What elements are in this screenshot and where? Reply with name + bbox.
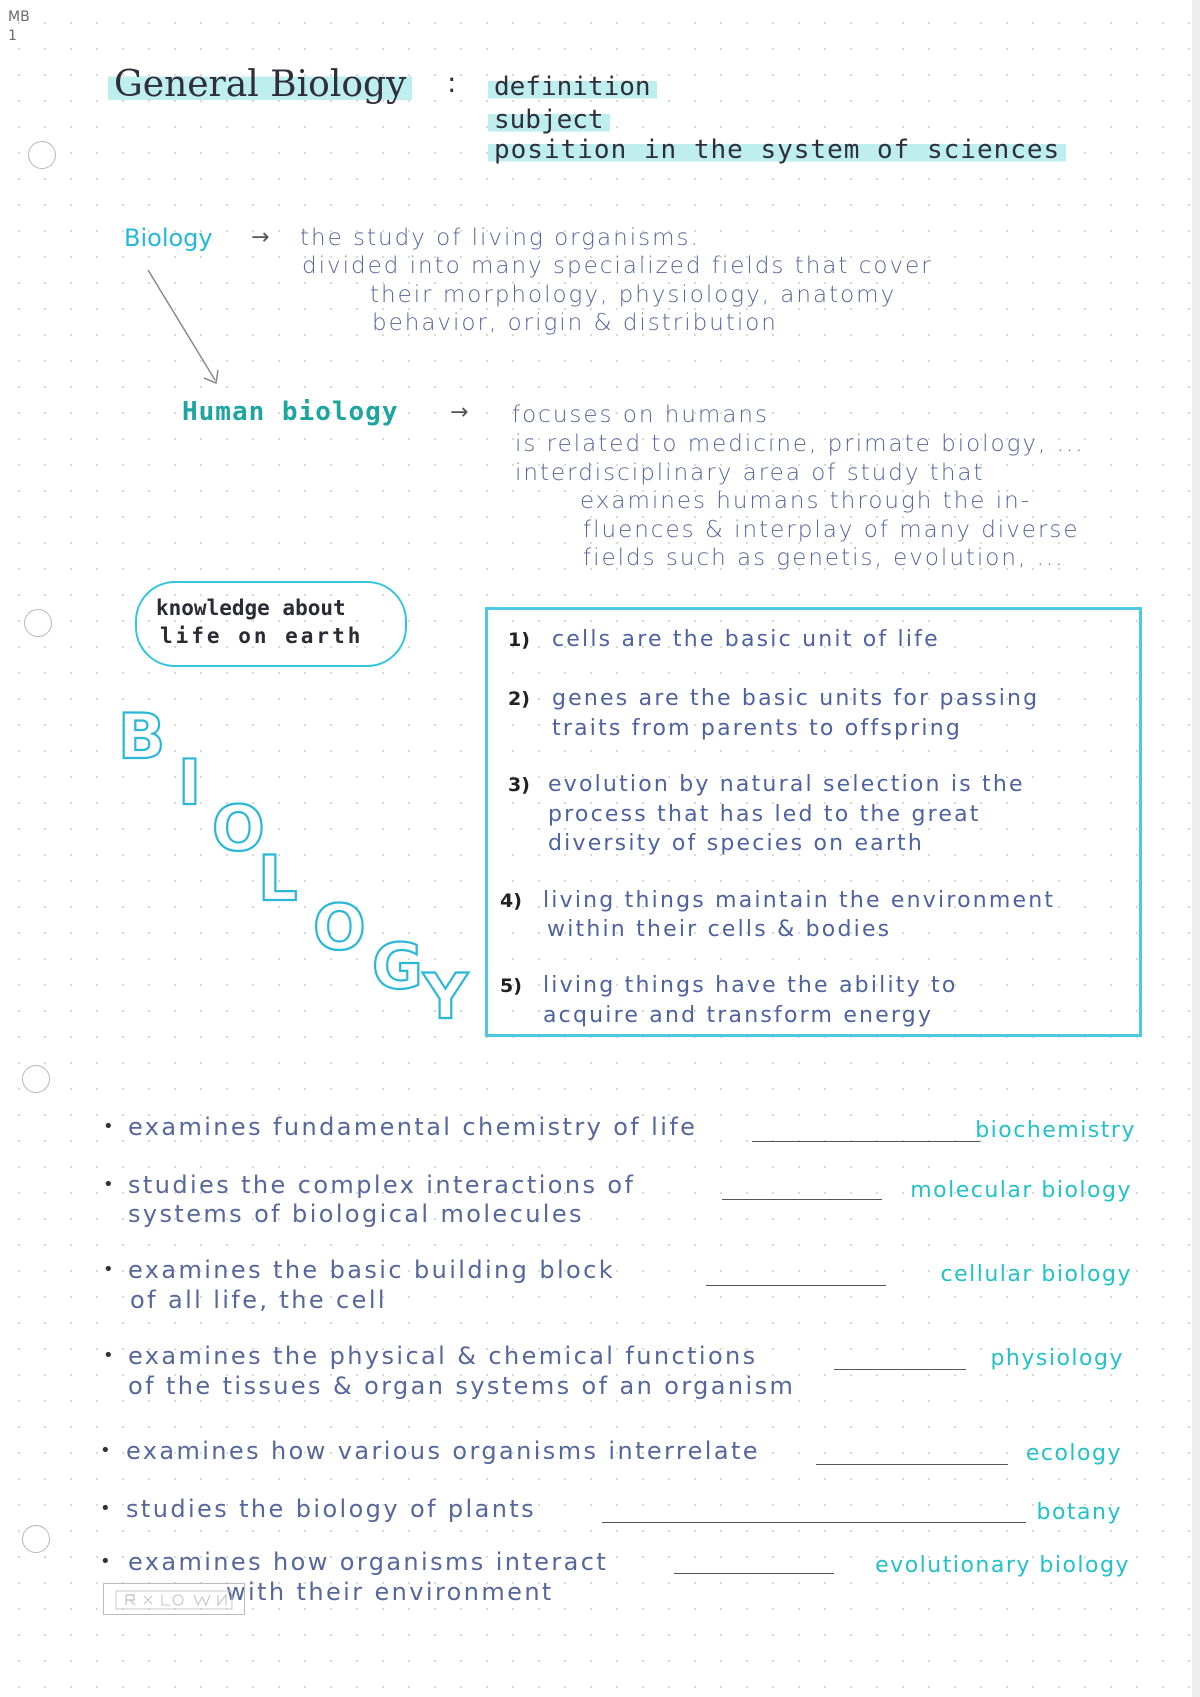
bullet-6-rule: [602, 1522, 1026, 1523]
bullet-1-line-1: examines fundamental chemistry of life: [128, 1113, 698, 1141]
page-edge: [1192, 0, 1200, 1697]
fact-1-number: 1): [508, 629, 530, 651]
bullet-7-answer: evolutionary biology: [875, 1553, 1130, 1578]
bullet-7-line-2: with their environment: [226, 1578, 554, 1606]
fact-2-line-2: traits from parents to offspring: [552, 716, 963, 741]
bubble-letter-g: G: [372, 930, 423, 1003]
bubble-letter-i: I: [178, 746, 202, 819]
link-arrow-icon: [140, 262, 240, 397]
page-title: General Biology: [108, 64, 412, 105]
bullet-6-line-1: studies the biology of plants: [126, 1495, 537, 1523]
human-biology-def-line-4: examines humans through the in-: [580, 488, 1032, 514]
human-biology-def-line-6: fields such as genetis, evolution, ...: [583, 545, 1065, 571]
bullet-6-answer: botany: [1036, 1500, 1122, 1525]
bullet-1-answer: biochemistry: [975, 1118, 1136, 1143]
bullet-1-rule: [752, 1141, 980, 1142]
binder-hole-1: [28, 141, 56, 169]
bubble-letter-b: B: [118, 700, 166, 773]
bubble-letter-o1: O: [212, 792, 265, 865]
fact-3-line-1: evolution by natural selection is the: [548, 772, 1025, 797]
title-item-subject: subject: [488, 105, 610, 135]
bullet-2-answer: molecular biology: [910, 1178, 1132, 1203]
bullet-6-dot: •: [100, 1498, 111, 1519]
fact-5-line-1: living things have the ability to: [543, 973, 958, 998]
bullet-3-dot: •: [103, 1259, 114, 1280]
bullet-7-rule: [674, 1573, 834, 1574]
human-biology-def-line-2: is related to medicine, primate biology, ...: [515, 431, 1085, 457]
fact-3-line-3: diversity of species on earth: [548, 831, 925, 856]
bullet-3-answer: cellular biology: [940, 1262, 1132, 1287]
watermark-stamp: [103, 1583, 245, 1615]
title-item-position: position in the system of sciences: [488, 135, 1066, 165]
fact-4-line-2: within their cells & bodies: [547, 917, 892, 942]
human-biology-def-line-1: focuses on humans: [512, 402, 769, 428]
binder-hole-3: [22, 1065, 50, 1093]
cloud-line-2: life on earth: [160, 624, 364, 648]
bullet-4-line-1: examines the physical & chemical functions: [128, 1342, 758, 1370]
bubble-letter-l: L: [258, 842, 298, 915]
bubble-letter-o2: O: [313, 891, 366, 964]
biology-def-line-3: their morphology, physiology, anatomy: [370, 282, 897, 308]
fact-1-line-1: cells are the basic unit of life: [552, 627, 940, 652]
biology-def-line-1: the study of living organisms.: [300, 225, 700, 251]
cloud-line-1: knowledge about: [156, 596, 346, 620]
human-biology-def-line-3: interdisciplinary area of study that: [515, 460, 985, 486]
bullet-2-rule: [722, 1199, 882, 1200]
bullet-2-line-1: studies the complex interactions of: [128, 1171, 636, 1199]
fact-5-line-2: acquire and transform energy: [543, 1003, 934, 1028]
fact-4-number: 4): [500, 890, 522, 912]
fact-5-number: 5): [500, 975, 522, 997]
binder-hole-4: [22, 1525, 50, 1553]
title-item-definition: definition: [488, 72, 657, 102]
watermark-logo-icon: [114, 1588, 234, 1612]
bullet-4-rule: [834, 1369, 966, 1370]
fact-3-number: 3): [508, 774, 530, 796]
biology-arrow: →: [251, 225, 270, 250]
fact-2-number: 2): [508, 688, 530, 710]
bullet-4-answer: physiology: [990, 1346, 1124, 1371]
bullet-5-dot: •: [100, 1440, 111, 1461]
corner-marks: [8, 8, 30, 46]
binder-hole-2: [24, 609, 52, 637]
bullet-3-line-1: examines the basic building block: [128, 1256, 616, 1284]
biology-def-line-4: behavior, origin & distribution: [372, 310, 778, 336]
human-biology-term: Human biology: [182, 397, 399, 427]
fact-4-line-1: living things maintain the environment: [543, 888, 1056, 913]
bullet-3-line-2: of all life, the cell: [130, 1286, 387, 1314]
bullet-5-answer: ecology: [1025, 1441, 1122, 1466]
corner-mark-1: MB: [8, 9, 30, 25]
biology-def-line-2: divided into many specialized fields that cover: [302, 253, 933, 279]
bullet-2-line-2: systems of biological molecules: [128, 1200, 584, 1228]
bubble-letter-y: Y: [423, 960, 468, 1033]
bullet-7-line-1: examines how organisms interact: [128, 1548, 609, 1576]
bullet-5-line-1: examines how various organisms interrelate: [126, 1437, 760, 1465]
biology-term: Biology: [124, 224, 213, 252]
bullet-2-dot: •: [103, 1174, 114, 1195]
bullet-4-line-2: of the tissues & organ systems of an organism: [128, 1372, 796, 1400]
human-biology-def-line-5: fluences & interplay of many diverse: [583, 517, 1080, 543]
human-biology-arrow: →: [450, 400, 469, 425]
title-colon: :: [447, 66, 457, 99]
bullet-4-dot: •: [103, 1345, 114, 1366]
bullet-1-dot: •: [103, 1116, 114, 1137]
corner-mark-2: 1: [8, 27, 17, 44]
fact-3-line-2: process that has led to the great: [548, 802, 981, 827]
bullet-3-rule: [706, 1285, 886, 1286]
bullet-7-dot: •: [100, 1551, 111, 1572]
bullet-5-rule: [816, 1464, 1008, 1465]
fact-2-line-1: genes are the basic units for passing: [552, 686, 1040, 711]
